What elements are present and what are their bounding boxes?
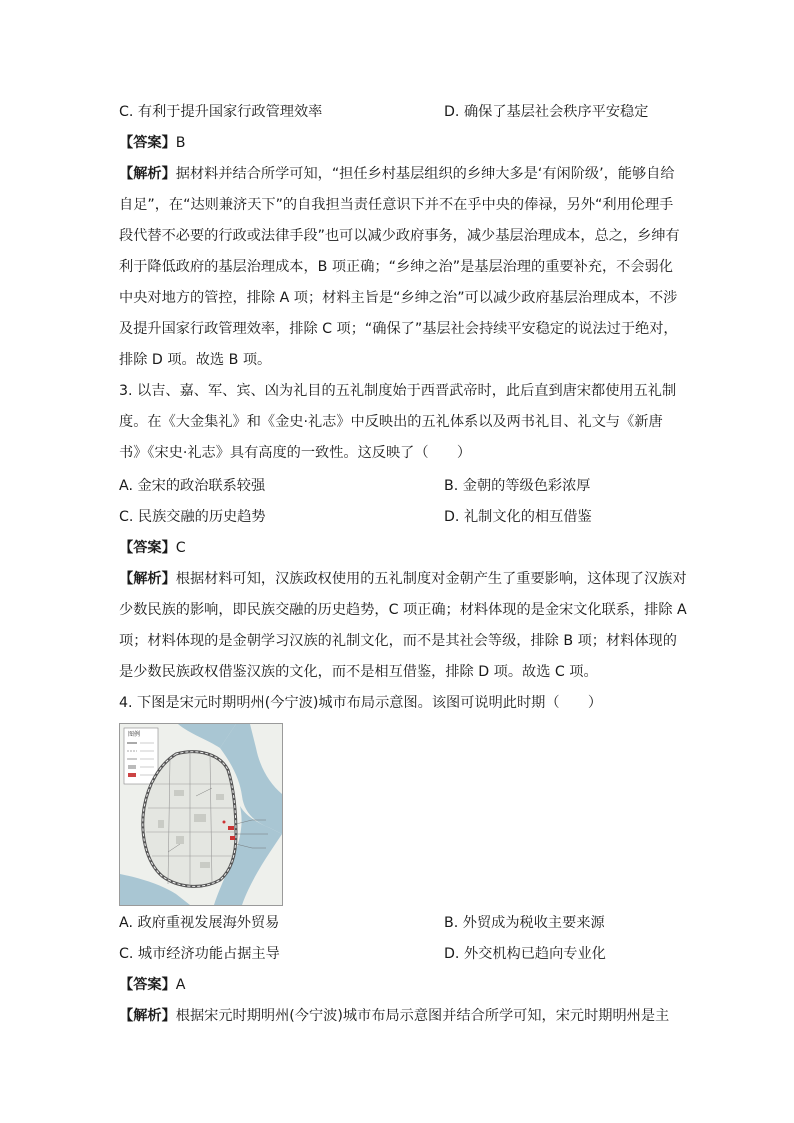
analysis-label: 【解析】: [119, 166, 176, 182]
q3-analysis-line-4: 是少数民族政权借鉴汉族的文化，而不是相互借鉴，排除 D 项。故选 C 项。: [119, 664, 598, 680]
map-legend-title: 图例: [128, 731, 141, 738]
q3-analysis-line-3: 项；材料体现的是金朝学习汉族的礼制文化，而不是其社会等级，排除 B 项；材料体现的: [119, 633, 677, 649]
analysis-label: 【解析】: [119, 1008, 176, 1024]
answer-value: B: [175, 135, 186, 151]
q2-option-d: D. 确保了基层社会秩序平安稳定: [444, 104, 649, 120]
q4-stem: 4. 下图是宋元时期明州(今宁波)城市布局示意图。该图可说明此时期（ ）: [119, 695, 603, 711]
q4-option-b: B. 外贸成为税收主要来源: [444, 915, 605, 931]
q3-option-b: B. 金朝的等级色彩浓厚: [444, 478, 591, 494]
q2-analysis-line-7: 排除 D 项。故选 B 项。: [119, 352, 272, 368]
q4-option-c: C. 城市经济功能占据主导: [119, 946, 280, 962]
answer-value: A: [175, 977, 186, 993]
answer-label: 【答案】: [119, 977, 176, 993]
analysis-label: 【解析】: [119, 571, 176, 587]
mingzhou-city-map: [119, 723, 283, 906]
q2-analysis-line-4: 利于降低政府的基层治理成本，B 项正确；“乡绅之治”是基层治理的重要补充，不会弱化: [119, 259, 673, 275]
q3-stem-line-3: 书》《宋史·礼志》具有高度的一致性。这反映了（ ）: [119, 445, 472, 461]
answer-label: 【答案】: [119, 135, 176, 151]
q4-answer: [119, 975, 185, 995]
q2-answer: [119, 133, 186, 153]
q2-analysis-line-5: 中央对地方的管控，排除 A 项；材料主旨是“乡绅之治”可以减少政府基层治理成本，不涉: [119, 290, 678, 306]
q3-option-a: A. 金宋的政治联系较强: [119, 478, 266, 494]
answer-value: C: [175, 540, 186, 556]
q3-stem-line-1: 3. 以吉、嘉、军、宾、凶为礼目的五礼制度始于西晋武帝时，此后直到唐宋都使用五礼制: [119, 383, 677, 399]
q3-stem-line-2: 度。在《大金集礼》和《金史·礼志》中反映出的五礼体系以及两书礼目、礼文与《新唐: [119, 414, 663, 430]
q3-answer: [119, 538, 186, 558]
q2-analysis-line-1: 【解析】据材料并结合所学可知，“担任乡村基层组织的乡绅大多是‘有闲阶级’，能够自给: [119, 166, 675, 182]
q2-analysis-line-6: 及提升国家行政管理效率，排除 C 项；“确保了”基层社会持续平安稳定的说法过于绝对，: [119, 321, 678, 337]
q3-analysis-line-2: 少数民族的影响，即民族交融的历史趋势，C 项正确；材料体现的是金宋文化联系，排除 A: [119, 602, 687, 618]
q4-analysis-line-1: 【解析】根据宋元时期明州(今宁波)城市布局示意图并结合所学可知，宋元时期明州是主: [119, 1008, 670, 1024]
q3-analysis-line-1: 【解析】根据材料可知，汉族政权使用的五礼制度对金朝产生了重要影响，这体现了汉族对: [119, 571, 687, 587]
q3-option-d: D. 礼制文化的相互借鉴: [444, 509, 592, 525]
q4-option-a: A. 政府重视发展海外贸易: [119, 915, 280, 931]
q2-option-c: C. 有利于提升国家行政管理效率: [119, 104, 323, 120]
q4-option-d: D. 外交机构已趋向专业化: [444, 946, 606, 962]
q2-analysis-line-3: 段代替不必要的行政或法律手段”也可以减少政府事务，减少基层治理成本，总之，乡绅有: [119, 228, 680, 244]
q2-analysis-line-2: 自足”，在“达则兼济天下”的自我担当责任意识下并不在乎中央的俸禄，另外“利用伦理手: [119, 197, 674, 213]
answer-label: 【答案】: [119, 540, 176, 556]
q3-option-c: C. 民族交融的历史趋势: [119, 509, 266, 525]
